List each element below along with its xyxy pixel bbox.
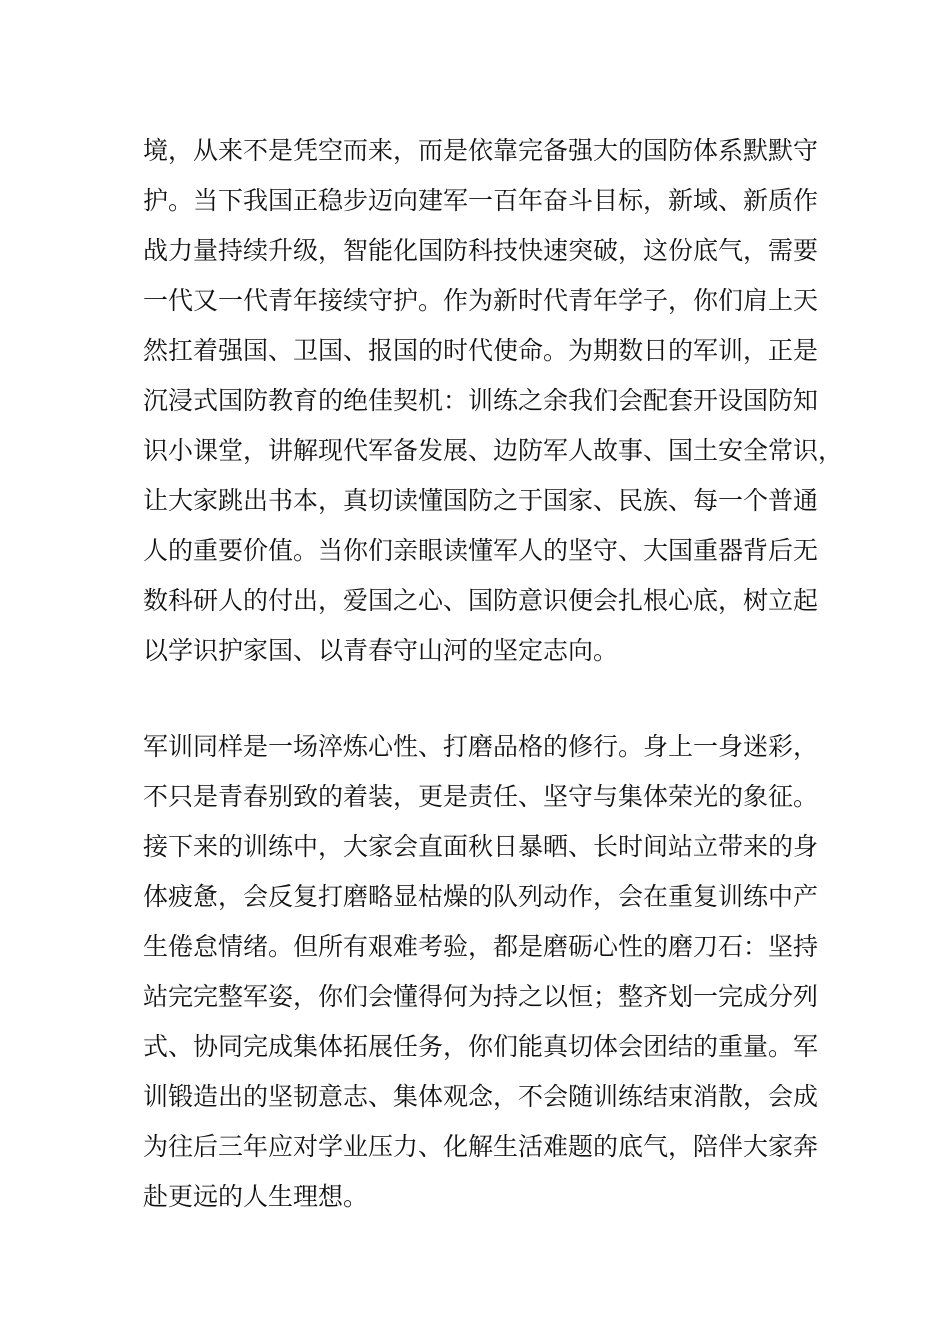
text-line: 境，从来不是凭空而来，而是依靠完备强大的国防体系默默守 [143,136,819,165]
text-line: 识小课堂，讲解现代军备发展、边防军人故事、国土安全常识， [143,436,844,465]
text-line: 式、协同完成集体拓展任务，你们能真切体会团结的重量。军 [143,1032,819,1061]
text-line: 数科研人的付出，爱国之心、国防意识便会扎根心底，树立起 [143,586,819,615]
text-line: 体疲惫，会反复打磨略显枯燥的队列动作，会在重复训练中产 [143,882,819,911]
text-line: 站完完整军姿，你们会懂得何为持之以恒；整齐划一完成分列 [143,982,819,1011]
paragraph-military-training [143,722,843,1222]
text-line: 不只是青春别致的着装，更是责任、坚守与集体荣光的象征。 [143,782,819,811]
text-line: 为往后三年应对学业压力、化解生活难题的底气，陪伴大家奔 [143,1132,819,1161]
text-line: 让大家跳出书本，真切读懂国防之于国家、民族、每一个普通 [143,486,819,515]
text-line: 战力量持续升级，智能化国防科技快速突破，这份底气，需要 [143,236,819,265]
text-line: 军训同样是一场淬炼心性、打磨品格的修行。身上一身迷彩， [143,732,819,761]
text-line: 然扛着强国、卫国、报国的时代使命。为期数日的军训，正是 [143,336,819,365]
paragraph-national-defense [143,126,843,676]
text-line: 接下来的训练中，大家会直面秋日暴晒、长时间站立带来的身 [143,832,819,861]
text-line: 赴更远的人生理想。 [143,1182,369,1211]
text-line: 训锻造出的坚韧意志、集体观念，不会随训练结束消散，会成 [143,1082,819,1111]
text-line: 沉浸式国防教育的绝佳契机：训练之余我们会配套开设国防知 [143,386,819,415]
text-line: 以学识护家国、以青春守山河的坚定志向。 [143,636,619,665]
text-line: 生倦怠情绪。但所有艰难考验，都是磨砺心性的磨刀石：坚持 [143,932,819,961]
text-line: 护。当下我国正稳步迈向建军一百年奋斗目标，新域、新质作 [143,186,819,215]
text-line: 人的重要价值。当你们亲眼读懂军人的坚守、大国重器背后无 [143,536,819,565]
text-line: 一代又一代青年接续守护。作为新时代青年学子，你们肩上天 [143,286,819,315]
